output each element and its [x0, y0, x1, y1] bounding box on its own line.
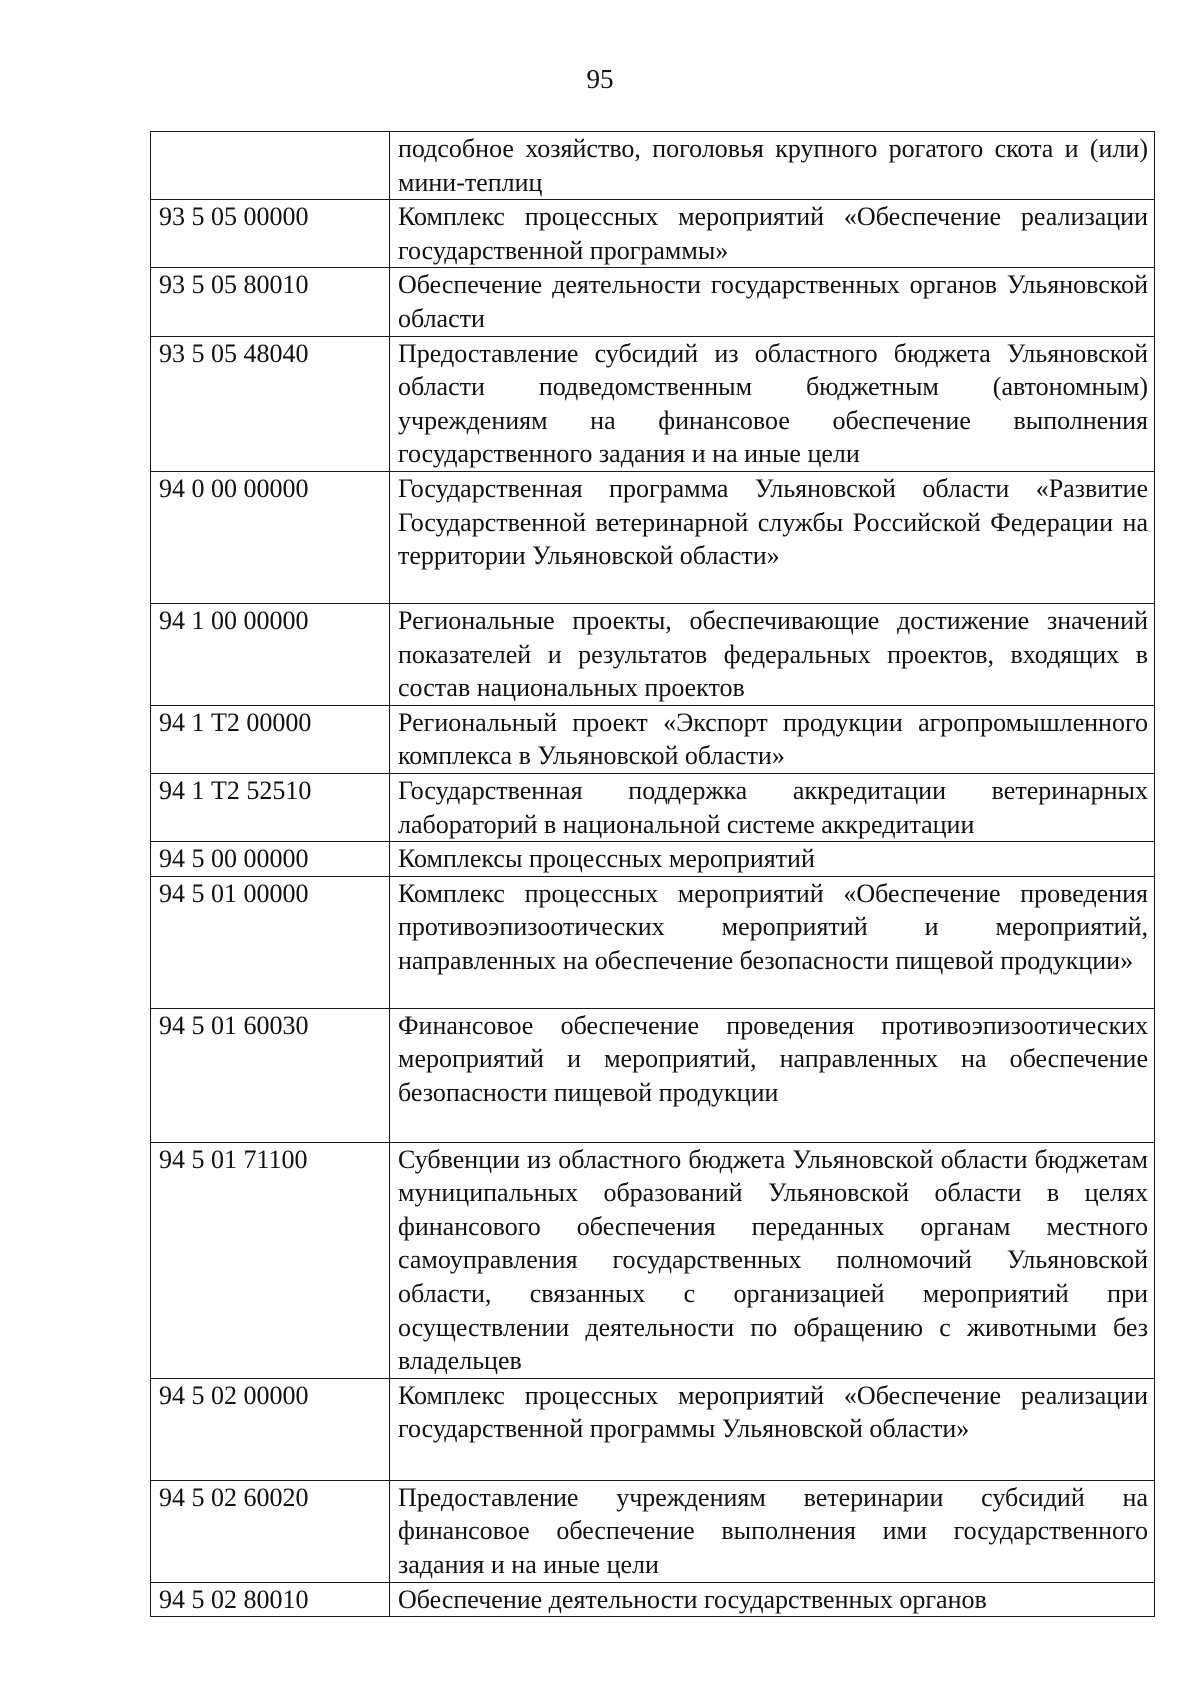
code-cell: 94 0 00 00000: [151, 471, 390, 603]
description-cell: Обеспечение деятельности государственных органов: [390, 1582, 1155, 1617]
code-cell: 94 1 00 00000: [151, 603, 390, 705]
description-cell: Комплексы процессных мероприятий: [390, 842, 1155, 877]
page-number: 95: [586, 64, 614, 94]
description-cell: Региональный проект «Экспорт продукции агропромышленного комплекса в Ульяновской области»: [390, 705, 1155, 773]
description-cell: Комплекс процессных мероприятий «Обеспечение проведения противоэпизоотических мероприятий и мероприятий, направленных на обеспечение безопасности пищевой продукции»: [390, 876, 1155, 1008]
description-cell: Предоставление субсидий из областного бюджета Ульяновской области подведомственным бюджетным (автономным) учреждениям на финансовое обеспечение выполнения государственного задания и на иные цели: [390, 336, 1155, 471]
description-cell: Обеспечение деятельности государственных органов Ульяновской области: [390, 268, 1155, 336]
code-cell: 94 5 01 00000: [151, 876, 390, 1008]
table-row: [151, 336, 1155, 471]
table-row: [151, 603, 1155, 705]
code-cell: 94 5 02 60020: [151, 1480, 390, 1582]
code-cell: 93 5 05 80010: [151, 268, 390, 336]
table-row: [151, 1582, 1155, 1617]
code-cell: 93 5 05 00000: [151, 200, 390, 268]
table-row: [151, 200, 1155, 268]
description-cell: Региональные проекты, обеспечивающие достижение значений показателей и результатов федеральных проектов, входящих в состав национальных проектов: [390, 603, 1155, 705]
description-cell: Комплекс процессных мероприятий «Обеспечение реализации государственной программы»: [390, 200, 1155, 268]
table-row: [151, 773, 1155, 841]
code-cell: 94 5 01 60030: [151, 1008, 390, 1142]
description-cell: Субвенции из областного бюджета Ульяновской области бюджетам муниципальных образований Ульяновской области в целях финансового обеспечения переданных органам местного самоуправления государственных полномочий Ульяновской области, связанных с организацией мероприятий при осуществлении деятельности по обращению с животными без владельцев: [390, 1142, 1155, 1378]
code-cell: [151, 132, 390, 200]
code-cell: 94 5 00 00000: [151, 842, 390, 877]
table-row: [151, 876, 1155, 1008]
table-row: [151, 1480, 1155, 1582]
budget-codes-table: [150, 131, 1155, 1617]
table-row: [151, 268, 1155, 336]
description-cell: Предоставление учреждениям ветеринарии субсидий на финансовое обеспечение выполнения ими государственного задания и на иные цели: [390, 1480, 1155, 1582]
table-row: [151, 1378, 1155, 1480]
table-row: [151, 132, 1155, 200]
description-cell: Государственная поддержка аккредитации ветеринарных лабораторий в национальной системе аккредитации: [390, 773, 1155, 841]
table-row: [151, 471, 1155, 603]
table-row: [151, 1008, 1155, 1142]
code-cell: 94 5 02 80010: [151, 1582, 390, 1617]
description-cell: подсобное хозяйство, поголовья крупного рогатого скота и (или) мини-теплиц: [390, 132, 1155, 200]
description-cell: Государственная программа Ульяновской области «Развитие Государственной ветеринарной службы Российской Федерации на территории Ульяновской области»: [390, 471, 1155, 603]
code-cell: 93 5 05 48040: [151, 336, 390, 471]
table-row: [151, 1142, 1155, 1378]
code-cell: 94 5 02 00000: [151, 1378, 390, 1480]
code-cell: 94 1 Т2 52510: [151, 773, 390, 841]
code-cell: 94 5 01 71100: [151, 1142, 390, 1378]
description-cell: Комплекс процессных мероприятий «Обеспечение реализации государственной программы Ульяновской области»: [390, 1378, 1155, 1480]
table-row: [151, 705, 1155, 773]
description-cell: Финансовое обеспечение проведения противоэпизоотических мероприятий и мероприятий, направленных на обеспечение безопасности пищевой продукции: [390, 1008, 1155, 1142]
table-row: [151, 842, 1155, 877]
code-cell: 94 1 Т2 00000: [151, 705, 390, 773]
